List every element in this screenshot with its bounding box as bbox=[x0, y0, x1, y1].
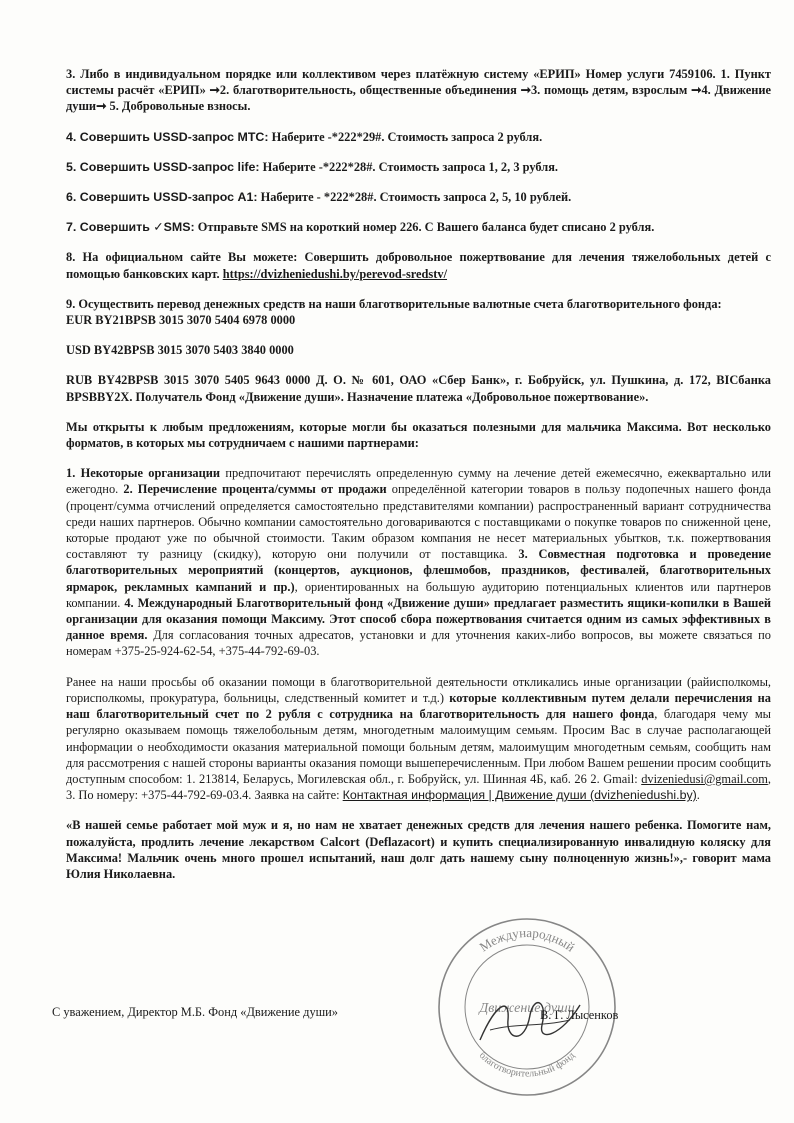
item-7-text: Отправьте SMS на короткий номер 226. С Вашего баланса будет списано 2 рубля. bbox=[194, 220, 655, 235]
account-rub: RUB BY42BPSB 3015 3070 5405 9643 0000 Д. О. № 601, ОАО «Сбер Банк», г. Бобруйск, ул. Пушкина, д. 172, BICбанка BPSBBY2X. Получатель Фонд «Движение души». Назначение платежа «Добровольное пожертвование». bbox=[66, 373, 771, 404]
transfer-link[interactable]: https://dvizheniedushi.by/perevod-sredstv/ bbox=[222, 266, 448, 281]
format-1-head: 1. Некоторые организации bbox=[66, 466, 221, 481]
item-3-text: 3. Либо в индивидуальном порядке или коллективом через платёжную систему «ЕРИП» Номер услуги 7459106. 1. Пункт системы расчёт «ЕРИП» ➞2. благотворительность, общественные объединения ➞3. помощь детям, взрослым ➞4. Движение души➞ 5. Добровольные взносы. bbox=[66, 67, 771, 114]
format-3-head: 3. Совместная подготовка и проведение благотворительных мероприятий (концертов, аукционов, флешмобов, праздников, фестивалей, благотворительных ярмарок, рекламных кампаний и пр.) bbox=[66, 547, 771, 594]
item-8 bbox=[66, 249, 771, 281]
earlier-text-2: , благодаря чему мы регулярно оказываем помощь тяжелобольным детям, многодетным малоимущим семьям. Просим Вас в случае располагающей информации о необходимости оказания материальной помощи больным детям, малоимущим многодетным семьям, сообщить нам для рассмотрения с нашей стороны варианты оказания помощи вышеперечисленным. При любом Вашем решении просим сообщить доступным способом: 1. 213814, Беларусь, Могилевская обл., г. Бобруйск, ул. Шинная 4Б, каб. 26 2. Gmail: bbox=[66, 707, 772, 786]
signature-left: С уважением, Директор М.Б. Фонд «Движение души» bbox=[52, 1005, 339, 1019]
item-4-text: Наберите -*222*29#. Стоимость запроса 2 рубля. bbox=[268, 129, 543, 144]
item-6-text: Наберите - *222*28#. Стоимость запроса 2, 5, 10 рублей. bbox=[257, 190, 572, 205]
account-usd: USD BY42BPSB 3015 3070 5403 3840 0000 bbox=[66, 343, 294, 358]
item-4-head: 4. Совершить USSD-запрос МТС: bbox=[66, 129, 269, 144]
earlier-text-1: Ранее на наши просьбы об оказании помощи в благотворительной деятельности откликались иные организации (райисполкомы, горисполкомы, прокуратура, больницы, следственный комитет и т.д.) bbox=[66, 674, 771, 705]
format-4-head: 4. Международный Благотворительный фонд «Движение души» предлагает разместить ящики-копилки в Вашей организации для оказания помощи Максиму. Этот способ сбора пожертвования считается одним из самых эффективных в данное время. bbox=[66, 595, 771, 643]
stamp-center-text: Движение души bbox=[479, 1001, 575, 1016]
letter-body bbox=[66, 66, 771, 896]
item-3 bbox=[66, 66, 771, 115]
item-8-text: 8. На официальном сайте Вы можете: Совершить добровольное пожертвование для лечения тяжелобольных детей с помощью банковских карт. bbox=[66, 250, 771, 281]
format-3-text: , ориентированных на большую аудиторию потенциальных клиентов или партнеров компании. bbox=[66, 579, 771, 610]
item-5 bbox=[66, 159, 771, 175]
mother-quote: «В нашей семье работает мой муж и я, но нам не хватает денежных средств для лечения нашего ребенка. Помогите нам, пожалуйста, продлить лечение лекарством Calcort (Deflazacort) и купить специализированную инвалидную коляску для Максима! Мальчик очень много прошел испытаний, наш долг дать нашему сыну полноценную жизнь!»,- говорит мама Юлия Николаевна. bbox=[66, 818, 771, 881]
intro-paragraph: Мы открыты к любым предложениям, которые могли бы оказаться полезными для мальчика Максима. Вот несколько форматов, в которых мы сотрудничаем с нашими партнерами: bbox=[66, 419, 771, 451]
format-1-text: предпочитают перечислять определенную сумму на лечение детей ежемесячно, ежеквартально или ежегодно. bbox=[66, 466, 771, 497]
contact-page-link[interactable]: Контактная информация | Движение души (dvizheniedushi.by) bbox=[342, 788, 697, 803]
formats-paragraph bbox=[66, 465, 771, 659]
earlier-text-4: . bbox=[696, 788, 700, 803]
account-eur: EUR BY21BPSB 3015 3070 5404 6978 0000 bbox=[66, 313, 296, 328]
item-9-text: 9. Осуществить перевод денежных средств на наши благотворительные валютные счета благотворительного фонда: bbox=[66, 296, 722, 311]
item-6 bbox=[66, 189, 771, 205]
item-5-head: 5. Совершить USSD-запрос life: bbox=[66, 159, 260, 174]
item-9 bbox=[66, 296, 771, 405]
svg-text:Международный bbox=[477, 925, 578, 955]
format-2-text: определённой категории товаров в пользу подопечных нашего фонда (процент/сумма отчислений определяется самостоятельно представителями компании) распространенный вариант сотрудничества среди наших партнеров. Обычно компании самостоятельно договариваются с поставщиками о покупке товаров по сниженной цене, которые продают уже по обычной стоимости. Таким образом компания не несет материальных убытков, т.к. пожертвования составляют ту разницу (скидку), которую они получили от поставщика. bbox=[66, 482, 771, 562]
format-2-head: 2. Перечисление процента/суммы от продажи bbox=[123, 482, 387, 497]
earlier-paragraph bbox=[66, 674, 771, 804]
item-7 bbox=[66, 219, 771, 235]
earlier-text-3: , 3. По номеру: +375-44-792-69-03.4. Заявка на сайте: bbox=[66, 771, 771, 803]
format-4-text: Для согласования точных адресатов, установки и для уточнения каких-либо вопросов, вы можете связаться по номерам +375-25-924-62-54, +375-44-792-69-03. bbox=[66, 628, 772, 659]
stamp-top-text: Международный bbox=[476, 924, 578, 955]
item-4 bbox=[66, 129, 771, 145]
email-link[interactable]: dvizeniedusi@gmail.com bbox=[641, 771, 768, 786]
signatory-name: В. Г. Лысенков bbox=[540, 1008, 619, 1022]
stamp-bottom-text: благотворительный фонд bbox=[476, 1050, 578, 1080]
item-6-head: 6. Совершить USSD-запрос A1: bbox=[66, 190, 258, 205]
item-5-text: Наберите -*222*28#. Стоимость запроса 1, 2, 3 рубля. bbox=[259, 159, 559, 174]
earlier-bold: которые коллективным путем делали перечисления на наш благотворительный счет по 2 рубля с сотрудника на благотворительность для нашего фонда bbox=[66, 690, 771, 722]
item-7-head: 7. Совершить ✓SMS: bbox=[66, 220, 195, 235]
